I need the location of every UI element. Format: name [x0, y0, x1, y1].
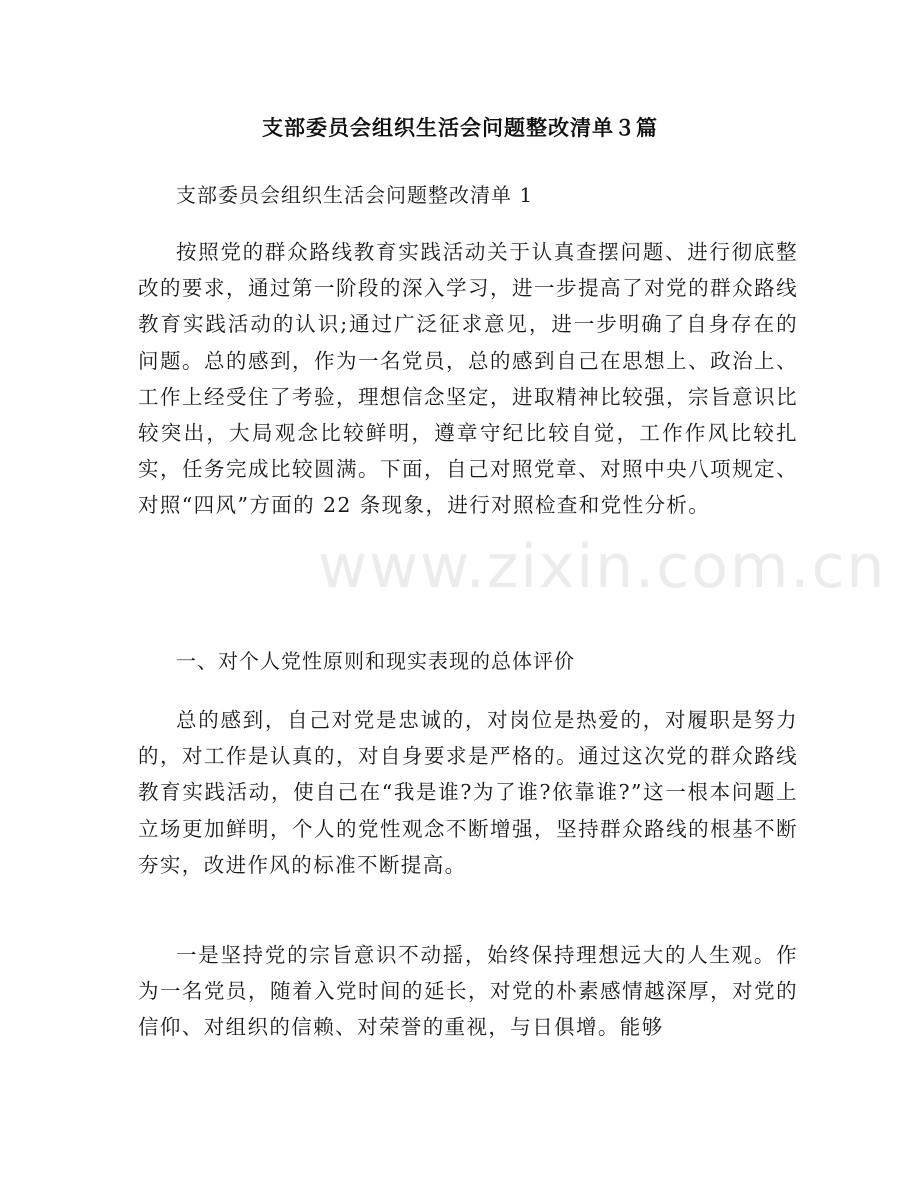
document-subtitle: 支部委员会组织生活会问题整改清单 1 — [176, 183, 534, 207]
document-title: 支部委员会组织生活会问题整改清单３篇 — [262, 116, 658, 140]
paragraph-evaluation: 总的感到，自己对党是忠诚的，对岗位是热爱的，对履职是努力的，对工作是认真的，对自身要求是严格的。通过这次党的群众路线教育实践活动，使自己在“我是谁?为了谁?依靠谁?”这一根本问题上立场更加鲜明，个人的党性观念不断增强，坚持群众路线的根基不断夯实，改进作风的标准不断提高。 — [138, 708, 798, 877]
paragraph-intro: 按照党的群众路线教育实践活动关于认真查摆问题、进行彻底整改的要求，通过第一阶段的深入学习，进一步提高了对党的群众路线教育实践活动的认识;通过广泛征求意见，进一步明确了自身存在的问题。总的感到，作为一名党员，总的感到自己在思想上、政治上、工作上经受住了考验，理想信念坚定，进取精神比较强，宗旨意识比较突出，大局观念比较鲜明，遵章守纪比较自觉，工作作风比较扎实，任务完成比较圆满。下面，自己对照党章、对照中央八项规定、对照“四风”方面的 22 条现象，进行对照检查和党性分析。 — [138, 240, 798, 518]
section-heading: 一、对个人党性原则和现实表现的总体评价 — [176, 649, 575, 673]
paragraph-point-one: 一是坚持党的宗旨意识不动摇，始终保持理想远大的人生观。作为一名党员，随着入党时间的延长，对党的朴素感情越深厚，对党的信仰、对组织的信赖、对荣誉的重视，与日俱增。能够 — [138, 943, 798, 1040]
watermark: www.zixin.com.cn — [318, 532, 887, 602]
